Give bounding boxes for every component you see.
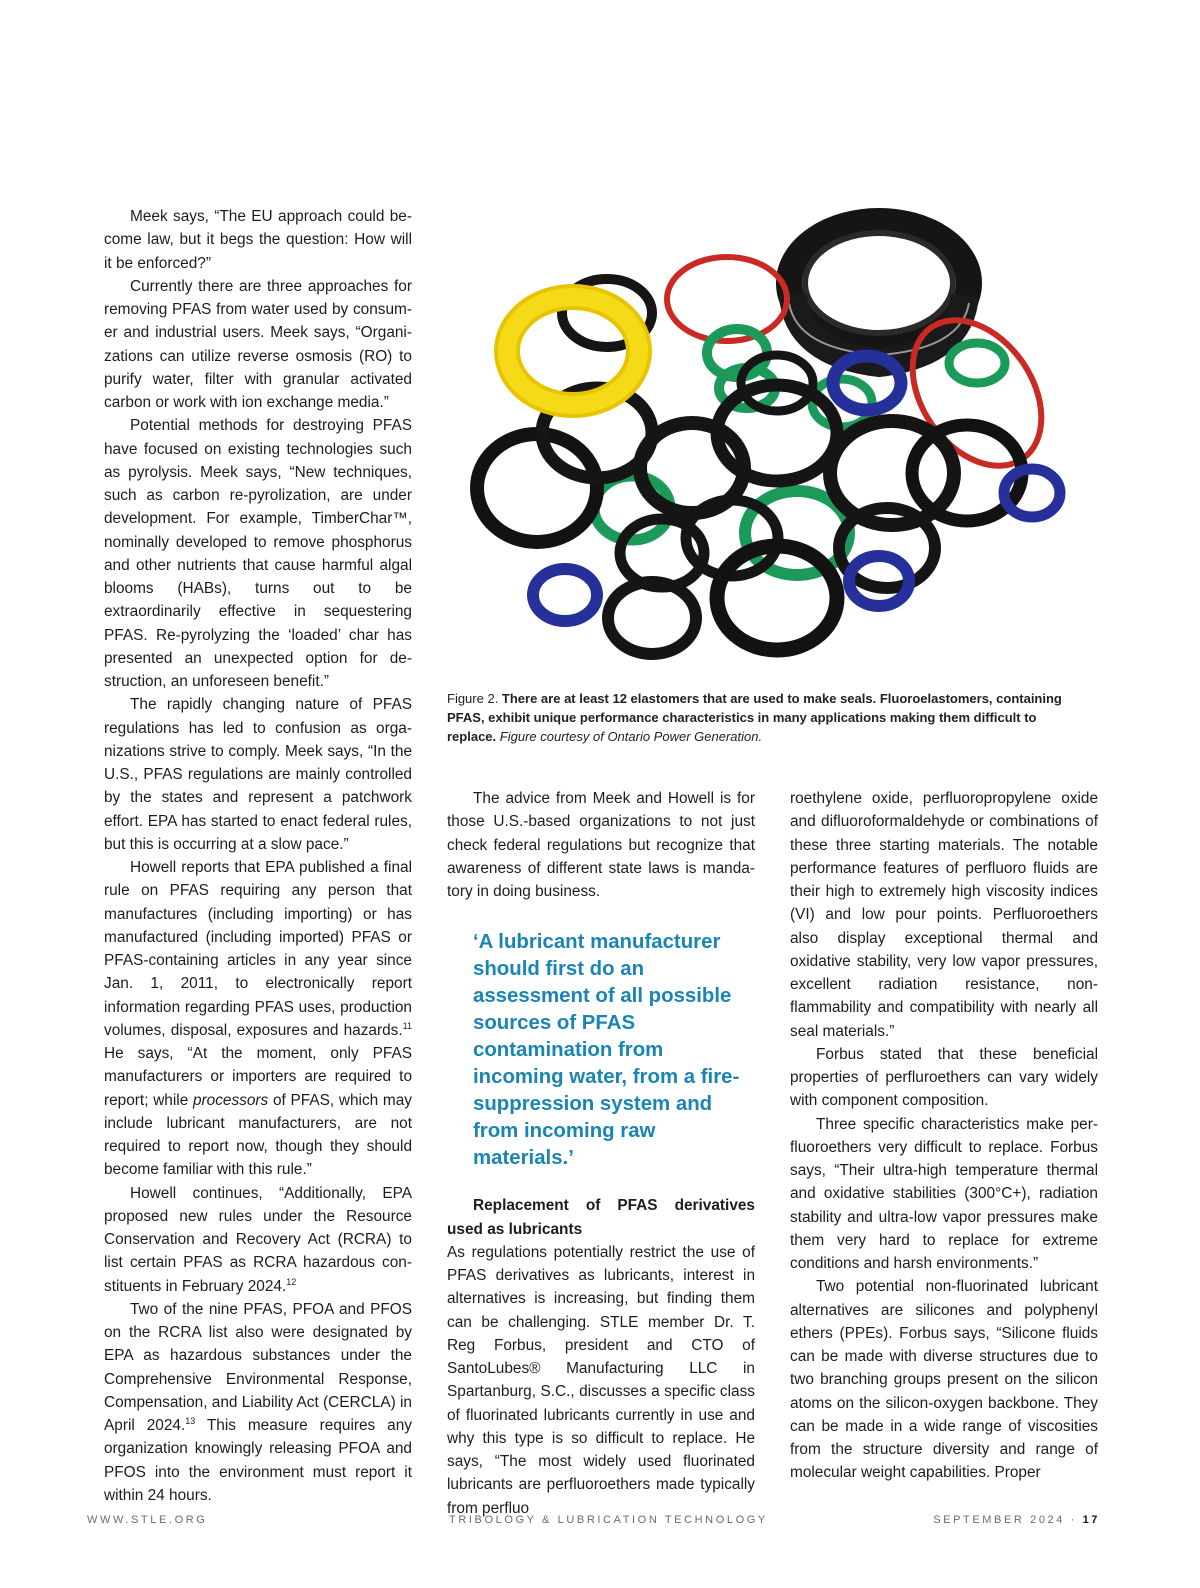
pull-quote: ‘A lubricant manufacturer should first do an assessment of all possible sources of PFAS contamination from incoming water, from a fire-suppression system and from incoming raw materials.’ xyxy=(473,931,740,1170)
emphasis-text: processors xyxy=(192,1091,269,1109)
footer-separator: · xyxy=(1070,1514,1077,1526)
paragraph xyxy=(104,856,412,1182)
paragraph: Forbus stated that these beneficial properties of perfluroethers can vary widely with component composition. xyxy=(790,1045,1098,1110)
text-run: Howell reports that EPA published a final rule on PFAS requiring any person that manufactures (including importing) or has manufactured (including imported) PFAS or PFAS-containing articles in any year since Jan. 1, 2011, to electronically report information regarding PFAS uses, production volumes, disposal, exposures and hazards. xyxy=(104,859,412,1039)
figure-caption xyxy=(447,689,1087,746)
paragraph xyxy=(104,1298,412,1507)
figure-label: Figure 2. xyxy=(447,691,502,706)
footer-website: WWW.STLE.ORG xyxy=(87,1514,208,1526)
paragraph: Meek says, “The EU approach could become law, but it begs the question: How will it be enforced?” xyxy=(104,208,412,272)
text-run: Howell continues, “Additionally, EPA proposed new rules under the Resource Conservation and Recovery Act (RCRA) to list certain PFAS as RCRA hazardous constituents in February 2024. xyxy=(104,1184,412,1295)
paragraph: Potential methods for destroying PFAS have focused on existing technologies such as pyrolysis. Meek says, “New techniques, such as carbon re-pyrolization, are under development. For example, TimberChar™, nominally developed to remove phosphorus and other nutrients that cause harmful algal blooms (HABs), turns out to be extraordinarily effective in sequestering PFAS. Re-pyrolyzing the ‘loaded’ char has presented an unexpected option for destruction, an unforeseen benefit.” xyxy=(104,417,412,690)
elastomer-seals-photo xyxy=(447,203,1099,681)
reference-superscript: 11 xyxy=(402,1020,412,1031)
paragraph: roethylene oxide, perfluoropropylene oxide and difluoroformaldehyde or combinations of these three starting materials. The notable performance features of perfluoro fluids are their high to extremely high viscosity indices (VI) and low pour points. Perfluoroethers also display exceptional thermal and oxidative stability, very low vapor pressures, excellent radiation resistance, non-flammability and compatibility with nearly all seal materials.” xyxy=(790,790,1098,1040)
left-column xyxy=(104,205,412,1507)
paragraph: Three specific characteristics make perfluoroethers very difficult to replace. Forbus says, “Their ultra-high temperature thermal and oxidative stabilities (300°C+), radiation stability and ultra-low vapor pressures make them very hard to replace for extreme conditions and harsh environments.” xyxy=(790,1115,1098,1272)
reference-superscript: 12 xyxy=(286,1276,297,1287)
footer-publication: TRIBOLOGY & LUBRICATION TECHNOLOGY xyxy=(449,1514,768,1526)
footer-date: SEPTEMBER 2024 xyxy=(933,1514,1065,1526)
footer-date-page xyxy=(933,1514,1100,1526)
paragraph: As regulations potentially restrict the use of PFAS derivatives as lubricants, interest in alternatives is increasing, but finding them can be challenging. STLE member Dr. T. Reg Forbus, president and CTO of SantoLubes® Manufacturing LLC in Spartanburg, S.C., discusses a specific class of fluorinated lubricants currently in use and why this type is so difficult to replace. He says, “The most widely used fluorinated lubricants are perfluoroethers made typically from perfluo xyxy=(447,1243,755,1517)
caption-text: There are at least 12 elastomers that are used to make seals. Fluoroelastomers, containing PFAS, exhibit unique performance characteristics in many applications making them difficult to replace. xyxy=(447,691,1062,744)
paragraph: Two potential non-fluorinated lubricant alternatives are silicones and polyphenyl ethers (PPEs). Forbus says, “Silicone fluids can be made with diverse structures due to two branching groups present on the silicon atoms on the silicon-oxygen backbone. They can be made in a wide range of viscosities from the structure diversity and range of molecular weight capabilities. Proper xyxy=(790,1278,1098,1482)
reference-superscript: 13 xyxy=(185,1416,196,1426)
text-run: He says, “At the moment, only PFAS manufacturers or importers are required to report; while xyxy=(104,1045,412,1109)
paragraph xyxy=(104,1182,412,1298)
text-run: of PFAS, which may include lubricant manufacturers, are not required to report now, though they should become familiar with this rule.” xyxy=(104,1091,412,1179)
text-run: Two of the nine PFAS, PFOA and PFOS on the RCRA list also were designated by EPA as hazardous substances under the Comprehensive Environmental Response, Compensation, and Liability Act (CERCLA) in April 2024. xyxy=(104,1300,412,1434)
section-subhead: Replacement of PFAS derivatives used as lubricants xyxy=(447,1197,755,1238)
right-column xyxy=(790,787,1098,1485)
figure-credit: Figure courtesy of Ontario Power Generation. xyxy=(499,729,763,744)
text-run: This measure requires any organization knowingly releasing PFOA and PFOS into the environment must report it within 24 hours. xyxy=(104,1417,412,1504)
paragraph: Currently there are three approaches for removing PFAS from water used by consumer and industrial users. Meek says, “Organizations can utilize reverse osmosis (RO) to purify water, filter with granular activated carbon or work with ion exchange media.” xyxy=(104,277,412,411)
paragraph: The rapidly changing nature of PFAS regulations has led to confusion as organizations strive to comply. Meek says, “In the U.S., PFAS regulations are mainly controlled by the states and represent a patchwork effort. EPA has started to enact federal rules, but this is occurring at a slow pace.” xyxy=(104,696,412,853)
paragraph: The advice from Meek and Howell is for those U.S.-based organizations to not just check federal regulations but recognize that awareness of different state laws is mandatory in doing business. xyxy=(447,790,755,900)
page-number: 17 xyxy=(1082,1514,1100,1526)
middle-column xyxy=(447,787,755,1520)
